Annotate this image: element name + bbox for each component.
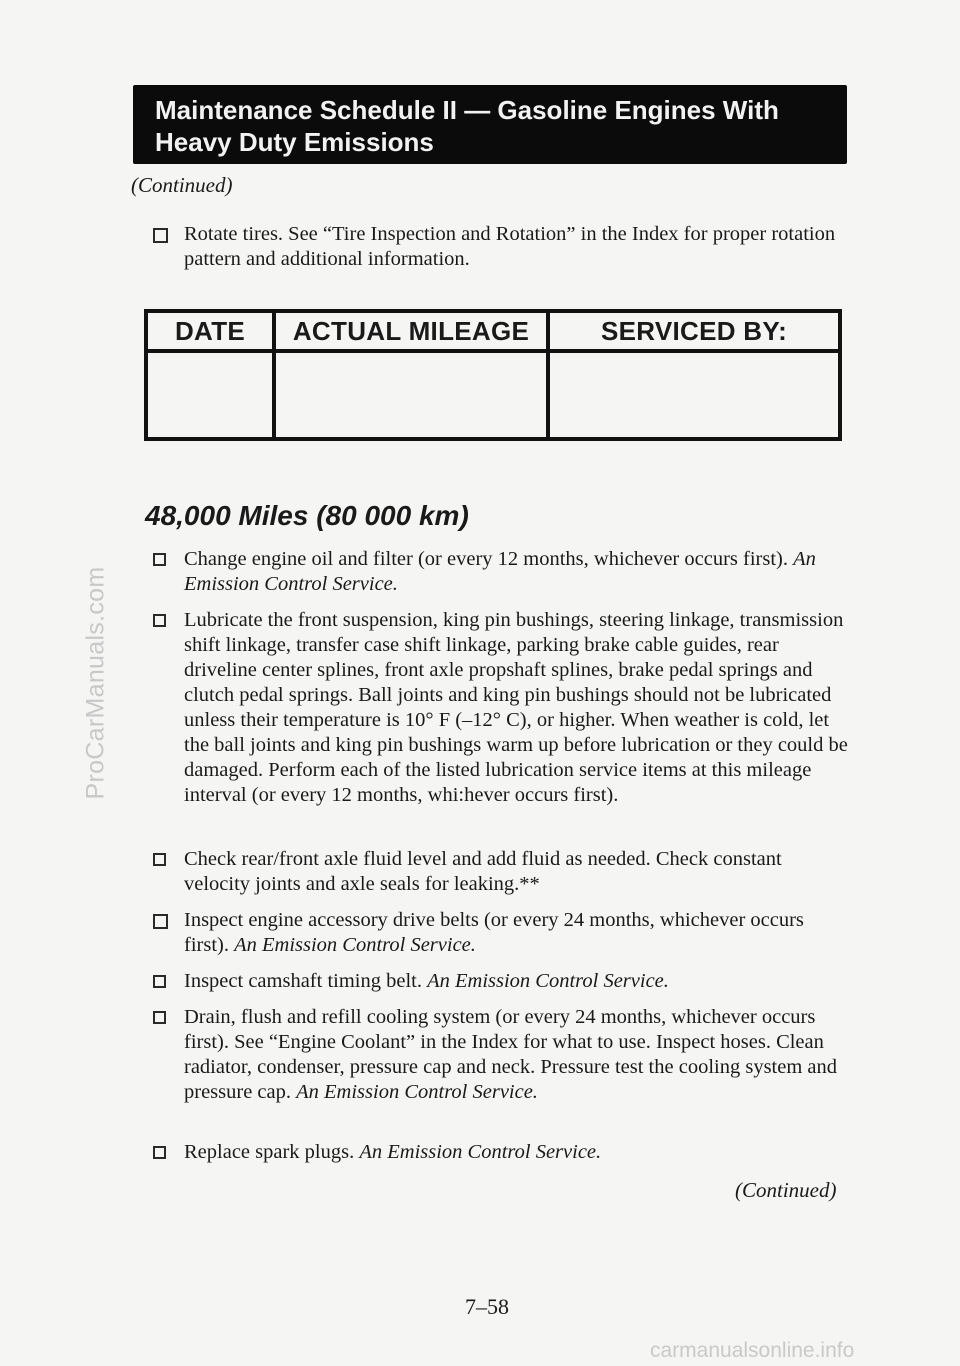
checkbox[interactable] (153, 975, 166, 988)
column-header-serviced-by: SERVICED BY: (548, 311, 840, 351)
table-row (146, 351, 840, 439)
list-item (153, 908, 833, 958)
list-item (153, 547, 833, 597)
footer-watermark: carmanualsonline.info (650, 1339, 855, 1362)
date-cell[interactable] (146, 351, 274, 439)
list-item-text: Inspect engine accessory drive belts (or every 24 months, whichever occurs first). An Emission Control Service. (184, 909, 804, 956)
table-header-row (146, 311, 840, 351)
column-header-actual-mileage: ACTUAL MILEAGE (274, 311, 548, 351)
list-item (153, 1005, 853, 1105)
checkbox[interactable] (153, 853, 166, 866)
list-item-text: Change engine oil and filter (or every 12 months, whichever occurs first). An Emission Control Service. (184, 548, 816, 595)
continued-label-top: (Continued) (131, 173, 233, 197)
section-header-banner (133, 85, 847, 164)
serviced-by-cell[interactable] (548, 351, 840, 439)
section-title: 48,000 Miles (80 000 km) (145, 500, 469, 531)
mileage-cell[interactable] (274, 351, 548, 439)
column-header-date: DATE (146, 311, 274, 351)
list-item-text: Check rear/front axle fluid level and add fluid as needed. Check constant velocity joints and axle seals for leaking.** (184, 848, 782, 895)
service-record-table (144, 309, 842, 441)
checkbox[interactable] (153, 1146, 166, 1159)
list-item (153, 847, 833, 897)
watermark-text: ProCarManuals.com (81, 566, 110, 800)
checkbox[interactable] (153, 614, 166, 627)
list-item-text: Replace spark plugs. An Emission Control Service. (184, 1141, 602, 1163)
checkbox[interactable] (153, 1011, 166, 1024)
continued-label-bottom: (Continued) (735, 1178, 837, 1202)
list-item-text: Inspect camshaft timing belt. An Emission Control Service. (184, 970, 669, 992)
list-item-text: Lubricate the front suspension, king pin bushings, steering linkage, transmission shift linkage, transfer case shift linkage, parking brake cable guides, rear driveline center splines, front axle propshaft splines, brake pedal springs and clutch pedal springs. Ball joints and king pin bushings should not be lubricated unless their temperature is 10° F (–12° C), or higher. When weather is cold, let the ball joints and king pin bushings warm up before lubrication or they could be damaged. Perform each of the listed lubrication service items at this mileage interval (or every 12 months, whi:hever occurs first). (184, 609, 848, 806)
list-item (153, 1140, 833, 1165)
checklist-item-text: Rotate tires. See “Tire Inspection and Rotation” in the Index for proper rotation pattern and additional information. (184, 223, 836, 270)
page-title: Maintenance Schedule II — Gasoline Engines With Heavy Duty Emissions (155, 95, 779, 157)
page-number: 7–58 (465, 1294, 509, 1319)
list-item (153, 608, 848, 808)
list-item (153, 969, 833, 994)
checklist-item-rotate-tires (153, 222, 853, 272)
checkbox[interactable] (153, 228, 168, 243)
list-item-text: Drain, flush and refill cooling system (or every 24 months, whichever occurs first). See “Engine Coolant” in the Index for what to use. Inspect hoses. Clean radiator, condenser, pressure cap and neck. Pressure test the cooling system and pressure cap. An Emission Control Service. (184, 1006, 838, 1103)
checkbox[interactable] (153, 914, 168, 929)
checkbox[interactable] (153, 553, 166, 566)
